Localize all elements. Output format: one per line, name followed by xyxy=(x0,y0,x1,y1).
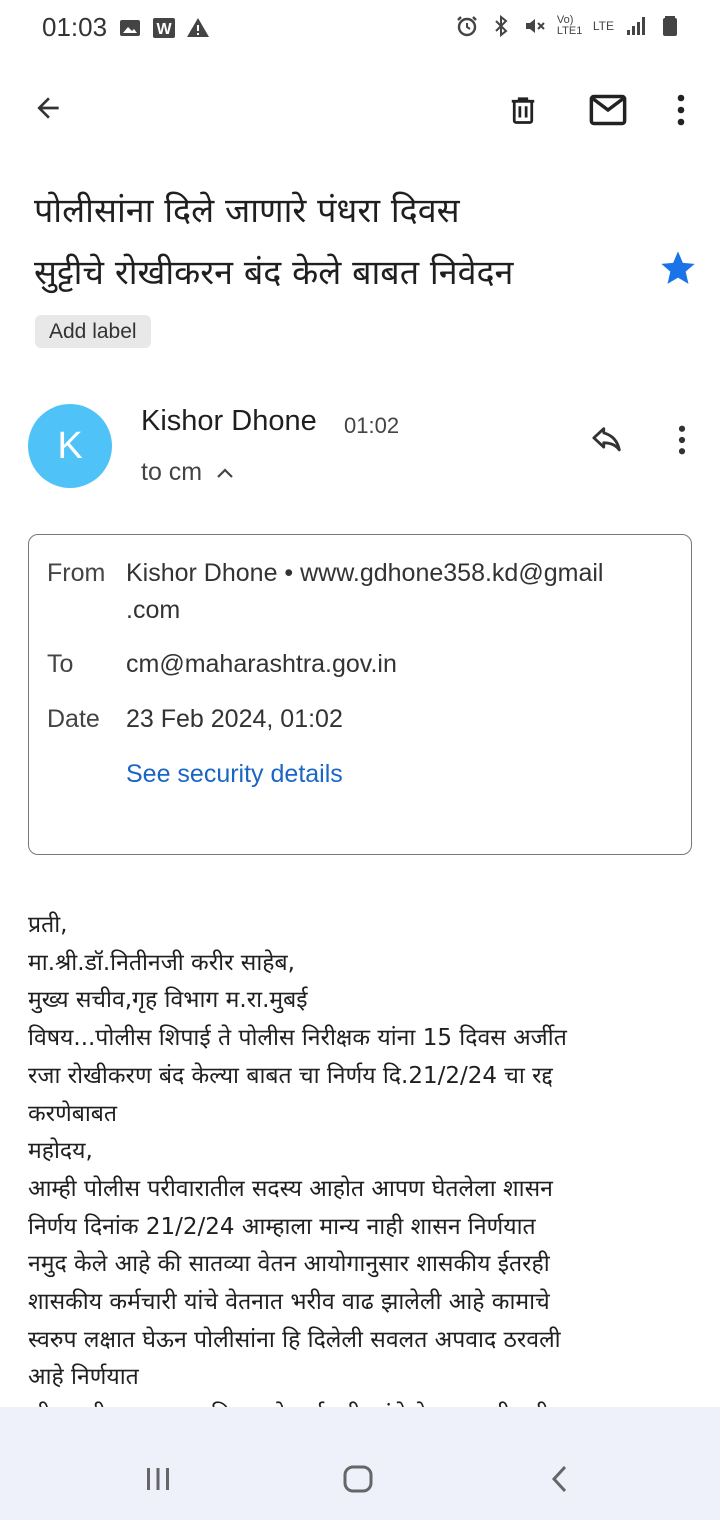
to-value: cm@maharashtra.gov.in xyxy=(126,650,397,678)
more-vert-icon xyxy=(677,425,687,455)
recents-button[interactable] xyxy=(128,1449,188,1509)
body-line: आहे निर्णयात xyxy=(28,1364,139,1391)
status-bar xyxy=(0,0,720,56)
message-more-button[interactable] xyxy=(654,412,710,468)
add-label-chip[interactable]: Add label xyxy=(35,315,151,348)
home-button[interactable] xyxy=(328,1449,388,1509)
sender-name: Kishor Dhone xyxy=(141,405,317,437)
email-body xyxy=(28,907,698,1435)
recipients-summary: to cm xyxy=(141,458,203,486)
body-line: मुख्य सचीव,गृह विभाग म.रा.मुबई xyxy=(28,987,308,1014)
from-value xyxy=(126,555,676,629)
body-line: करणेबाबत xyxy=(28,1100,118,1127)
battery-icon xyxy=(658,14,682,38)
body-line: विषय...पोलीस शिपाई ते पोलीस निरीक्षक यांना 15 दिवस अर्जीत xyxy=(28,1025,567,1052)
message-details xyxy=(28,534,692,855)
alarm-icon xyxy=(455,14,479,38)
to-label: To xyxy=(47,650,74,678)
image-icon xyxy=(118,16,142,40)
body-line: शासकीय कर्मचारी यांचे वेतनात भरीव वाढ झालेली आहे कामाचे xyxy=(28,1289,550,1316)
body-line: प्रती, xyxy=(28,912,68,938)
sender-time: 01:02 xyxy=(344,413,400,438)
lte-icon: LTE xyxy=(592,19,614,33)
nav-back-icon xyxy=(550,1464,570,1494)
subject-line: पोलीसांना दिले जाणारे पंधरा दिवस xyxy=(34,191,460,231)
avatar[interactable]: K xyxy=(28,404,112,488)
body-line: रजा रोखीकरण बंद केल्या बाबत चा निर्णय दि.21/2/24 चा रद्द xyxy=(28,1062,553,1089)
date-value: 23 Feb 2024, 01:02 xyxy=(126,705,343,733)
date-label: Date xyxy=(47,705,100,733)
body-line: स्वरुप लक्षात घेऊन पोलीसांना हि दिलेली सवलत अपवाद ठरवली xyxy=(28,1326,561,1353)
reply-button[interactable] xyxy=(580,412,636,468)
trash-icon xyxy=(508,93,538,127)
volte-icon: Vo) LTE1 xyxy=(556,14,583,37)
mute-icon xyxy=(523,14,547,38)
svg-text:W: W xyxy=(156,21,172,38)
bluetooth-icon xyxy=(489,14,513,38)
recipients-toggle[interactable] xyxy=(141,458,234,487)
delete-button[interactable] xyxy=(495,82,551,138)
mark-unread-button[interactable] xyxy=(580,82,636,138)
body-line: निर्णय दिनांक 21/2/24 आम्हाला मान्य नाही शासन निर्णयात xyxy=(28,1213,536,1240)
more-vert-icon xyxy=(676,94,686,126)
email-subject xyxy=(34,180,634,304)
signal-icon xyxy=(624,14,648,38)
from-label: From xyxy=(47,559,106,587)
reply-icon xyxy=(591,427,625,453)
arrow-back-icon xyxy=(32,92,64,124)
star-icon[interactable] xyxy=(658,248,698,288)
home-icon xyxy=(342,1464,374,1494)
body-line: मा.श्री.डॉ.नितीनजी करीर साहेब, xyxy=(28,949,295,976)
back-button[interactable] xyxy=(20,80,76,136)
recents-icon xyxy=(144,1466,172,1492)
email-toolbar xyxy=(0,70,720,150)
mail-icon xyxy=(589,94,627,126)
chevron-up-icon xyxy=(216,467,234,479)
body-line: आम्ही पोलीस परीवारातील सदस्य आहोत आपण घेतलेला शासन xyxy=(28,1175,553,1202)
body-line: नमुद केले आहे की सातव्या वेतन आयोगानुसार शासकीय ईतरही xyxy=(28,1251,550,1278)
nav-back-button[interactable] xyxy=(530,1449,590,1509)
security-details-link[interactable]: See security details xyxy=(126,760,343,788)
body-line: महोदय, xyxy=(28,1138,93,1165)
from-value-line: Kishor Dhone • www.gdhone358.kd@gmail xyxy=(126,559,604,587)
w-app-icon xyxy=(152,16,176,40)
warning-icon xyxy=(186,16,210,40)
more-options-button[interactable] xyxy=(653,82,709,138)
from-value-line: .com xyxy=(126,596,181,624)
system-nav-bar xyxy=(0,1407,720,1520)
status-time: 01:03 xyxy=(42,12,108,42)
subject-line: सुट्टीचे रोखीकरन बंद केले बाबत निवेदन xyxy=(34,253,514,293)
